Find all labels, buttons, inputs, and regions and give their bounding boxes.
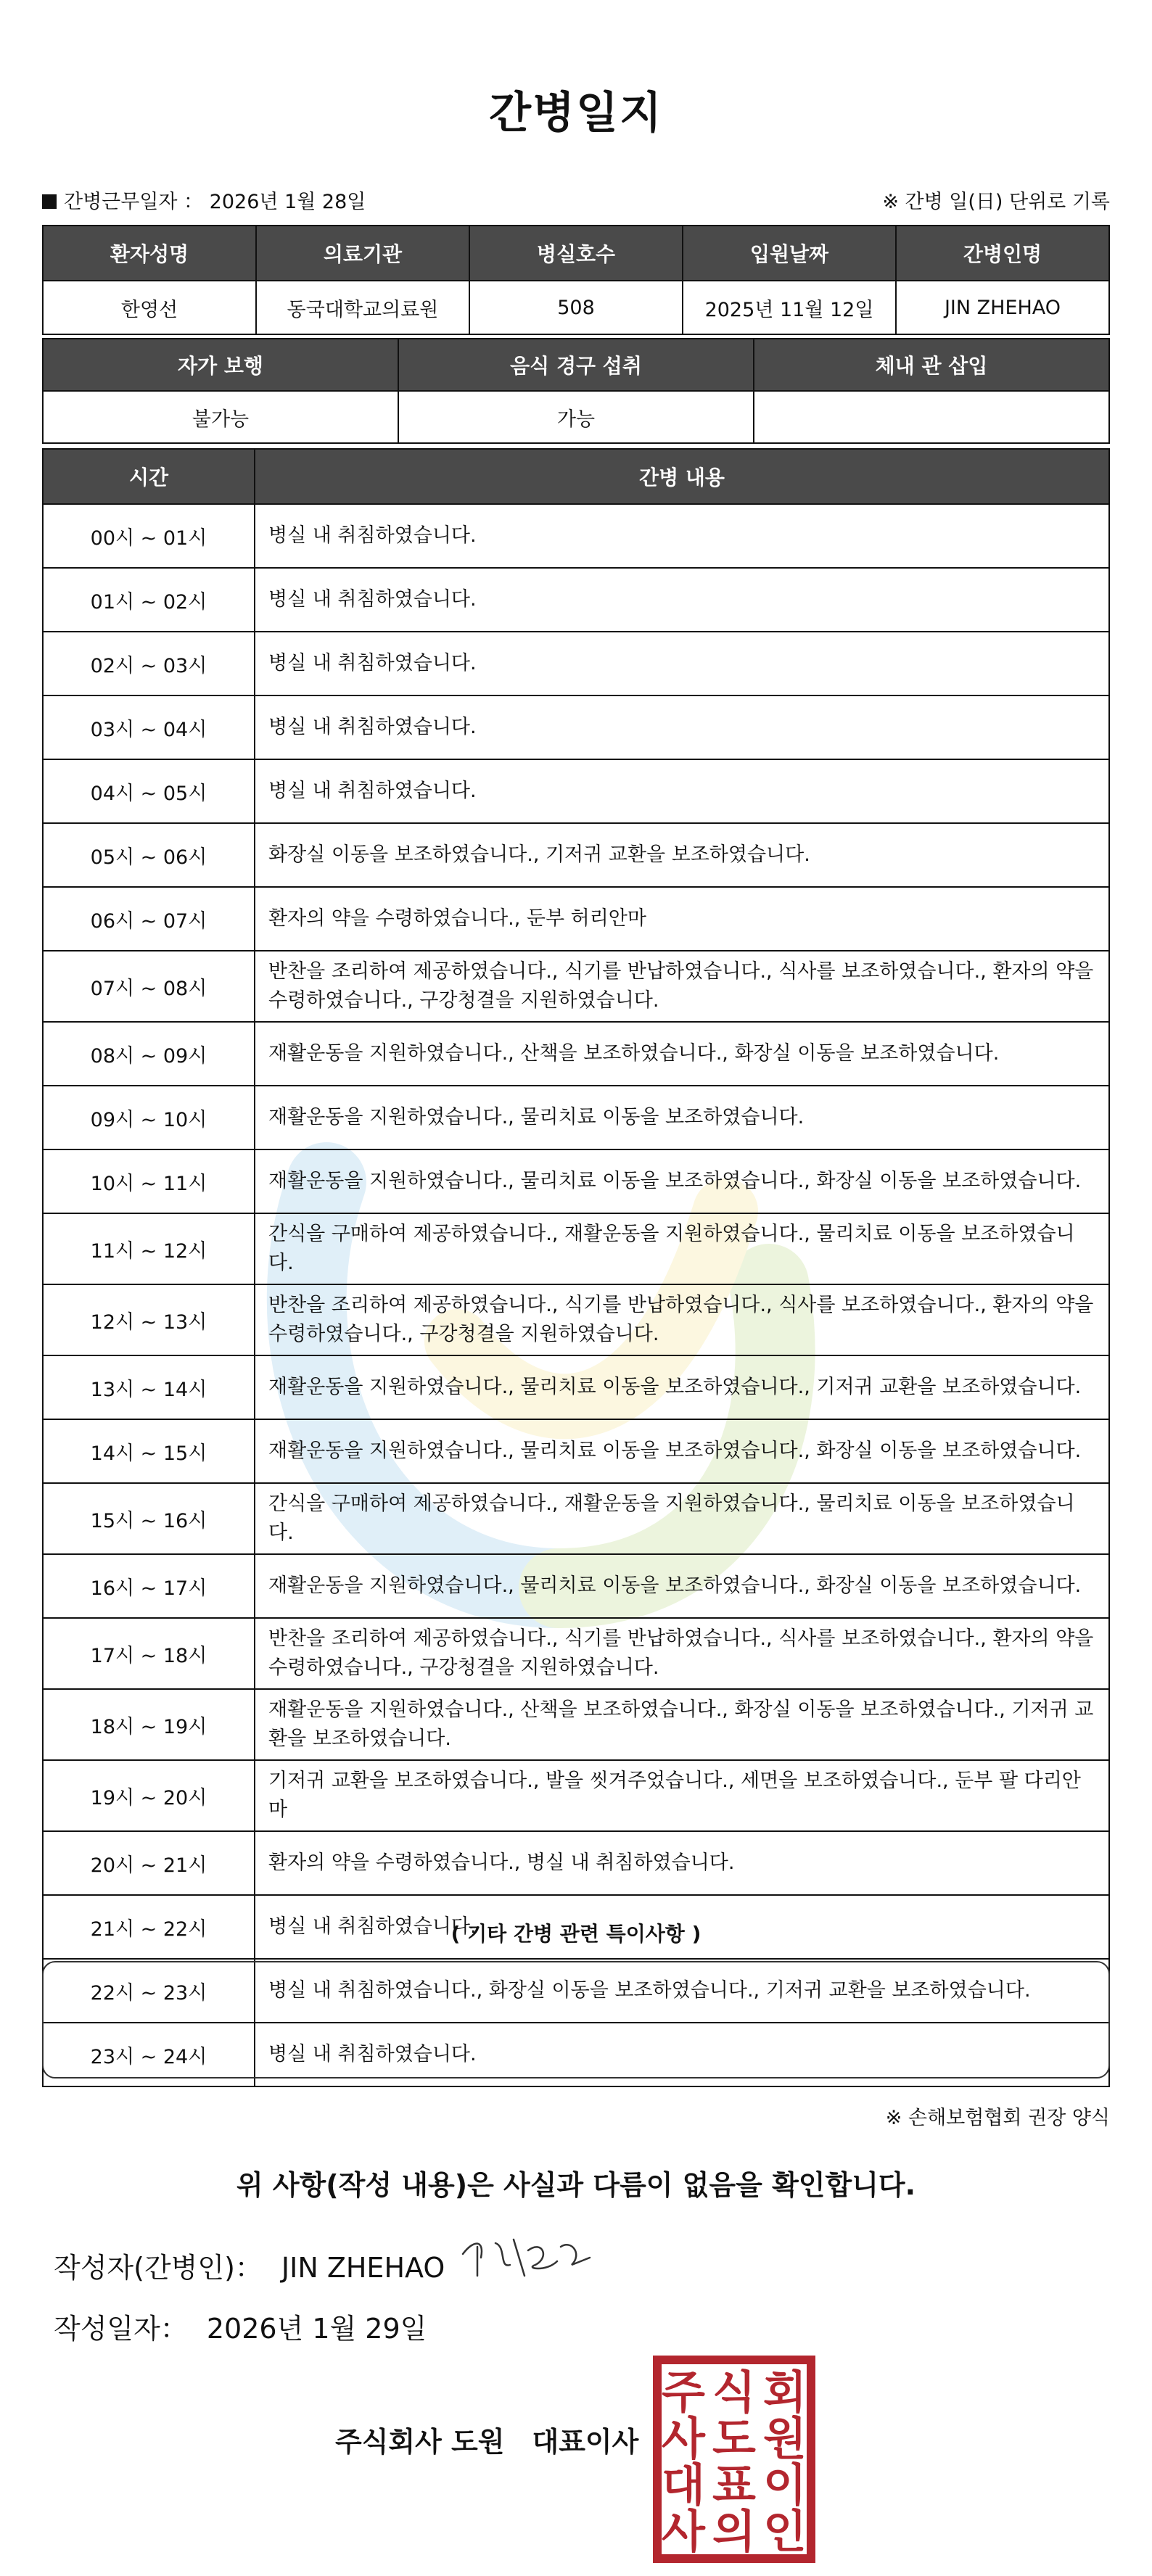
table-row [43, 1419, 1109, 1483]
table-row [43, 1086, 1109, 1149]
table-row [43, 568, 1109, 632]
seal-character: 의 [712, 2505, 756, 2558]
care-log-body [43, 504, 1109, 2086]
time-slot: 09시 ~ 10시 [43, 1086, 255, 1149]
table-row [43, 695, 1109, 759]
seal-character: 인 [763, 2505, 807, 2558]
care-content: 재활운동을 지원하였습니다., 물리치료 이동을 보조하였습니다. [255, 1086, 1109, 1149]
notes-box [42, 1961, 1110, 2078]
time-slot: 21시 ~ 22시 [43, 1895, 255, 1959]
care-content: 환자의 약을 수령하였습니다., 둔부 허리안마 [255, 887, 1109, 951]
table-row [43, 887, 1109, 951]
header-admission-date: 입원날짜 [683, 226, 896, 281]
header-care-content: 간병 내용 [255, 449, 1109, 504]
confirmation-statement: 위 사항(작성 내용)은 사실과 다름이 없음을 확인합니다. [236, 2169, 916, 2201]
table-row [43, 1355, 1109, 1419]
care-content: 병실 내 취침하였습니다. [255, 632, 1109, 695]
care-content: 기저귀 교환을 보조하였습니다., 발을 씻겨주었습니다., 세면을 보조하였습니다., 둔부 팔 다리안마 [255, 1760, 1109, 1831]
header-patient-name: 환자성명 [43, 226, 256, 281]
care-content: 반찬을 조리하여 제공하였습니다., 식기를 반납하였습니다., 식사를 보조하였습니다., 환자의 약을 수령하였습니다., 구강청결을 지원하였습니다. [255, 951, 1109, 1022]
table-row [43, 1213, 1109, 1284]
time-slot: 06시 ~ 07시 [43, 887, 255, 951]
tube-insertion [754, 391, 1109, 443]
time-slot: 15시 ~ 16시 [43, 1483, 255, 1554]
time-slot: 10시 ~ 11시 [43, 1149, 255, 1213]
care-content: 반찬을 조리하여 제공하였습니다., 식기를 반납하였습니다., 식사를 보조하였습니다., 환자의 약을 수령하였습니다., 구강청결을 지원하였습니다. [255, 1618, 1109, 1689]
care-content: 재활운동을 지원하였습니다., 물리치료 이동을 보조하였습니다., 화장실 이동을 보조하였습니다. [255, 1149, 1109, 1213]
care-content: 병실 내 취침하였습니다., 화장실 이동을 보조하였습니다., 기저귀 교환을 보조하였습니다. [255, 1959, 1109, 2023]
patient-info-table [42, 225, 1110, 335]
standard-form-note: ※ 손해보험협회 권장 양식 [885, 2107, 1110, 2129]
header-caregiver-name: 간병인명 [896, 226, 1109, 281]
table-row [43, 1831, 1109, 1895]
seal-character: 사 [662, 2505, 705, 2558]
signature [456, 2225, 601, 2290]
table-row [43, 759, 1109, 823]
document-title: 간병일지 [489, 88, 663, 139]
care-content: 병실 내 취침하였습니다. [255, 568, 1109, 632]
written-date-label: 작성일자： [54, 2313, 188, 2345]
table-row [43, 1149, 1109, 1213]
time-slot: 11시 ~ 12시 [43, 1213, 255, 1284]
table-row [43, 1022, 1109, 1086]
header-room-number: 병실호수 [469, 226, 683, 281]
hospital: 동국대학교의료원 [256, 281, 469, 334]
seal-character: 표 [712, 2459, 756, 2511]
table-row [43, 823, 1109, 887]
time-slot: 00시 ~ 01시 [43, 504, 255, 568]
table-row [43, 1483, 1109, 1554]
table-row [43, 1689, 1109, 1760]
time-slot: 20시 ~ 21시 [43, 1831, 255, 1895]
table-row [43, 1554, 1109, 1618]
record-note: ※ 간병 일(日) 단위로 기록 [882, 191, 1110, 213]
time-slot: 03시 ~ 04시 [43, 695, 255, 759]
care-content: 병실 내 취침하였습니다. [255, 759, 1109, 823]
seal-character: 대 [662, 2459, 705, 2511]
care-content: 간식을 구매하여 제공하였습니다., 재활운동을 지원하였습니다., 물리치료 이동을 보조하였습니다. [255, 1483, 1109, 1554]
company-seal [653, 2356, 815, 2563]
table-row [43, 951, 1109, 1022]
care-content: 재활운동을 지원하였습니다., 물리치료 이동을 보조하였습니다., 기저귀 교환을 보조하였습니다. [255, 1355, 1109, 1419]
patient-status-table [42, 338, 1110, 444]
room-number: 508 [469, 281, 683, 334]
care-log-table [42, 448, 1110, 2087]
care-content: 재활운동을 지원하였습니다., 산책을 보조하였습니다., 화장실 이동을 보조하였습니다., 기저귀 교환을 보조하였습니다. [255, 1689, 1109, 1760]
header-tube-insertion: 체내 관 삽입 [754, 339, 1109, 391]
time-slot: 07시 ~ 08시 [43, 951, 255, 1022]
care-content: 반찬을 조리하여 제공하였습니다., 식기를 반납하였습니다., 식사를 보조하였습니다., 환자의 약을 수령하였습니다., 구강청결을 지원하였습니다. [255, 1284, 1109, 1355]
writer-name: JIN ZHEHAO [281, 2252, 445, 2284]
seal-character: 원 [763, 2412, 807, 2465]
company-name: 주식회사 도원 [335, 2426, 505, 2458]
time-slot: 18시 ~ 19시 [43, 1689, 255, 1760]
care-content: 화장실 이동을 보조하였습니다., 기저귀 교환을 보조하였습니다. [255, 823, 1109, 887]
self-walking: 불가능 [43, 391, 398, 443]
time-slot: 05시 ~ 06시 [43, 823, 255, 887]
seal-character: 이 [763, 2459, 807, 2511]
time-slot: 08시 ~ 09시 [43, 1022, 255, 1086]
time-slot: 01시 ~ 02시 [43, 568, 255, 632]
representative-title: 대표이사 [532, 2426, 639, 2458]
care-content: 간식을 구매하여 제공하였습니다., 재활운동을 지원하였습니다., 물리치료 이동을 보조하였습니다. [255, 1213, 1109, 1284]
meta-row [42, 186, 1110, 215]
time-slot: 16시 ~ 17시 [43, 1554, 255, 1618]
square-bullet-icon [42, 194, 57, 209]
written-date: 2026년 1월 29일 [206, 2313, 427, 2345]
time-slot: 19시 ~ 20시 [43, 1760, 255, 1831]
written-date-line [54, 2306, 427, 2346]
work-date-value: 2026년 1월 28일 [209, 191, 366, 213]
seal-character: 주 [662, 2366, 705, 2419]
care-content: 병실 내 취침하였습니다. [255, 1895, 1109, 1959]
header-hospital: 의료기관 [256, 226, 469, 281]
care-content: 병실 내 취침하였습니다. [255, 695, 1109, 759]
seal-character: 사 [662, 2412, 705, 2465]
care-content: 병실 내 취침하였습니다. [255, 504, 1109, 568]
seal-character: 도 [712, 2412, 756, 2465]
time-slot: 17시 ~ 18시 [43, 1618, 255, 1689]
time-slot: 22시 ~ 23시 [43, 1959, 255, 2023]
time-slot: 04시 ~ 05시 [43, 759, 255, 823]
patient-name: 한영선 [43, 281, 256, 334]
table-row [43, 1284, 1109, 1355]
caregiver-name: JIN ZHEHAO [896, 281, 1109, 334]
care-content: 재활운동을 지원하였습니다., 산책을 보조하였습니다., 화장실 이동을 보조하였습니다. [255, 1022, 1109, 1086]
writer-line [54, 2245, 445, 2285]
seal-character: 회 [763, 2366, 807, 2419]
table-row [43, 1760, 1109, 1831]
time-slot: 02시 ~ 03시 [43, 632, 255, 695]
writer-label: 작성자(간병인)： [54, 2252, 263, 2284]
care-content: 병실 내 취침하였습니다. [255, 2023, 1109, 2086]
table-row [43, 504, 1109, 568]
care-content: 재활운동을 지원하였습니다., 물리치료 이동을 보조하였습니다., 화장실 이동을 보조하였습니다. [255, 1419, 1109, 1483]
header-time: 시간 [43, 449, 255, 504]
seal-character: 식 [712, 2366, 756, 2419]
header-self-walking: 자가 보행 [43, 339, 398, 391]
notes-title: ( 기타 간병 관련 특이사항 ) [450, 1922, 702, 1946]
table-row [43, 1618, 1109, 1689]
admission-date: 2025년 11월 12일 [683, 281, 896, 334]
time-slot: 12시 ~ 13시 [43, 1284, 255, 1355]
time-slot: 14시 ~ 15시 [43, 1419, 255, 1483]
header-oral-intake: 음식 경구 섭취 [398, 339, 754, 391]
care-content: 환자의 약을 수령하였습니다., 병실 내 취침하였습니다. [255, 1831, 1109, 1895]
work-date-label: 간병근무일자 ： [64, 191, 204, 213]
oral-intake: 가능 [398, 391, 754, 443]
care-content: 재활운동을 지원하였습니다., 물리치료 이동을 보조하였습니다., 화장실 이동을 보조하였습니다. [255, 1554, 1109, 1618]
table-row [43, 632, 1109, 695]
time-slot: 23시 ~ 24시 [43, 2023, 255, 2086]
time-slot: 13시 ~ 14시 [43, 1355, 255, 1419]
company-line [335, 2419, 638, 2459]
work-date [42, 186, 366, 214]
